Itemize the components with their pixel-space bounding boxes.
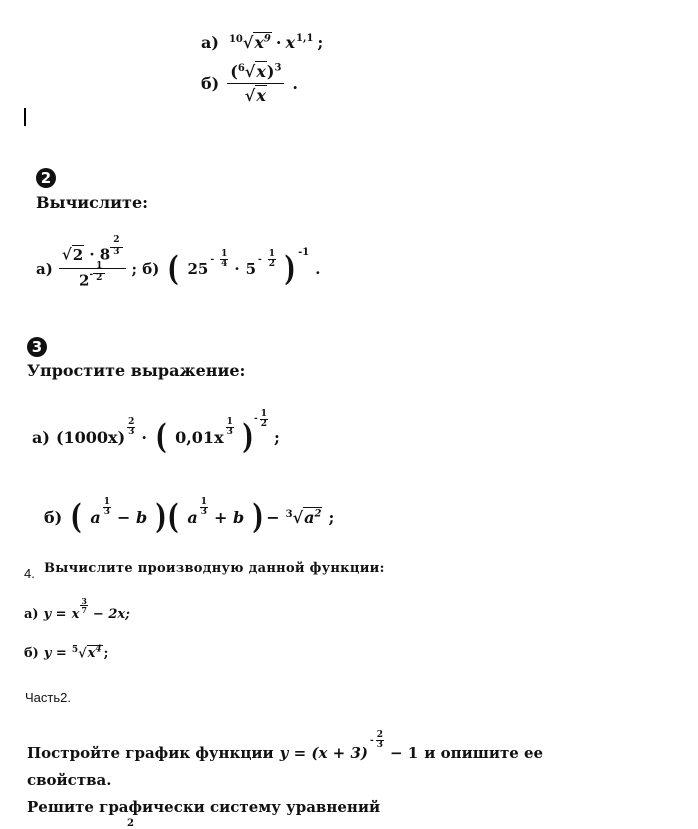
- exp-numerator: 1: [200, 496, 207, 507]
- part2-task1-line2: свойства.: [27, 771, 112, 789]
- radicand: x: [254, 33, 264, 52]
- part2-task1-line1: [27, 730, 544, 762]
- exp-denominator: 2: [96, 273, 103, 283]
- task-title: Вычислите:: [36, 193, 149, 212]
- exp-numerator: 1: [260, 408, 267, 419]
- fraction: √2 · 8 $\frac{2}{3}$ 2- $\frac{1}{2}$: [59, 245, 126, 292]
- variable: a: [90, 507, 101, 527]
- root-index: 3: [285, 508, 293, 520]
- exponent: 1,1: [296, 33, 314, 44]
- exp-denominator: 4: [221, 259, 228, 269]
- punctuation: .: [292, 74, 298, 93]
- item-label: а): [32, 427, 50, 447]
- base: 8: [99, 245, 111, 264]
- exp-denominator: 3: [200, 506, 207, 517]
- variable: a: [187, 507, 198, 527]
- exp-numerator: 2: [376, 730, 384, 740]
- term: + b: [213, 507, 245, 527]
- right-paren: ): [155, 497, 167, 537]
- item-1a: [201, 33, 323, 52]
- item-label: а): [201, 33, 219, 52]
- task4b-expression: б) y = $^5√x^4$ ;: [24, 645, 109, 662]
- task-title: Вычислите производную данной функции:: [44, 561, 385, 576]
- punctuation: .: [315, 259, 321, 278]
- exp-numerator: 1: [268, 249, 276, 259]
- task-number-badge: [27, 337, 47, 357]
- task-number-badge: [36, 168, 56, 188]
- exponent: 4: [95, 645, 102, 655]
- task-number: 2: [40, 169, 52, 187]
- right-paren: ): [242, 417, 254, 457]
- exp-denominator: 3: [376, 740, 384, 750]
- right-paren: ): [284, 248, 296, 289]
- operator: −: [266, 507, 280, 527]
- base: 25: [187, 259, 209, 278]
- separator: ; б): [131, 259, 160, 278]
- exp-denominator: 2: [268, 259, 276, 269]
- base: 5: [245, 259, 257, 278]
- exp-denominator: 3: [128, 426, 135, 437]
- left-paren: (: [167, 248, 180, 289]
- task-number: 3: [31, 338, 43, 356]
- radical-sign: √: [242, 33, 254, 52]
- item-label: а): [24, 607, 39, 622]
- lhs: y =: [43, 607, 67, 622]
- exp-numerator: 1: [226, 416, 233, 427]
- task-text: и опишите ее: [424, 743, 544, 762]
- exp-sign: -: [370, 735, 374, 746]
- dot-operator: ·: [275, 33, 282, 52]
- lhs: y =: [43, 645, 67, 661]
- section-powers-top: [0, 0, 698, 130]
- radicand: x: [256, 86, 266, 105]
- left-paren: (: [70, 497, 82, 537]
- variable: x: [285, 33, 296, 52]
- outer-exponent: -1: [298, 247, 310, 258]
- exp-denominator: 7: [81, 605, 87, 615]
- punctuation: ;: [317, 33, 324, 52]
- term: 0,01x: [175, 427, 224, 447]
- variable: x: [71, 607, 80, 622]
- punctuation: ;: [103, 645, 109, 661]
- exp-sign: -: [253, 414, 258, 424]
- right-paren: ): [252, 497, 264, 537]
- left-paren: (: [167, 497, 179, 537]
- task-title: Упростите выражение:: [27, 361, 246, 380]
- exp-numerator: 3: [81, 596, 87, 606]
- item-label: б): [44, 507, 63, 527]
- task3b-expression: б) ( a $\frac{1}{3}$ − b ) ( a $\frac{1}{3}$ + b ) − $^3√a^2$ ;: [44, 496, 335, 537]
- base: 2: [78, 271, 90, 290]
- radicand: x: [87, 646, 96, 662]
- exp-numerator: 1: [93, 262, 105, 274]
- root-index: 6: [237, 63, 245, 74]
- exp-numerator: 2: [110, 236, 122, 248]
- root-index: 5: [71, 645, 79, 656]
- cut-off-exponent: 2: [127, 818, 134, 829]
- term: − b: [116, 507, 148, 527]
- exp-sign: -: [210, 254, 215, 265]
- exp-sign: -: [258, 254, 262, 265]
- exp-denominator: 3: [113, 247, 120, 257]
- exp-sign: -: [89, 269, 94, 280]
- exp-denominator: 2: [260, 418, 267, 429]
- exp-numerator: 2: [128, 416, 135, 427]
- radicand: x: [256, 62, 266, 81]
- task-text: Постройте график функции: [27, 743, 274, 762]
- exp-denominator: 3: [226, 426, 233, 437]
- exponent: 3: [274, 62, 282, 74]
- item-label: а): [36, 259, 53, 278]
- task4a-expression: [24, 596, 130, 623]
- radicand: a: [304, 507, 315, 527]
- exp-numerator: 1: [103, 496, 110, 507]
- left-paren: (: [155, 417, 167, 457]
- punctuation: ;: [328, 507, 335, 527]
- term: (1000x): [55, 427, 126, 447]
- task3a-expression: а) (1000x) $\frac{2}{3}$ · ( 0,01x $\frac{1}{3}$ ) - $\frac{1}{2}$ ;: [32, 408, 280, 457]
- root-index: 10: [228, 34, 243, 45]
- task-number: 4.: [24, 566, 35, 581]
- part-heading: Часть2.: [25, 690, 71, 705]
- formula: y = (x + 3): [279, 743, 368, 762]
- exp-numerator: 1: [221, 249, 228, 259]
- exponent: 2: [314, 508, 322, 520]
- formula-tail: − 1: [390, 743, 419, 762]
- radicand: 2: [72, 245, 84, 264]
- punctuation: ;: [273, 427, 280, 447]
- exp-denominator: 3: [103, 506, 110, 517]
- item-label: б): [24, 645, 39, 661]
- part2-task2-text: Решите графически систему уравнений: [27, 798, 381, 816]
- text-cursor: [24, 108, 26, 126]
- term: − 2x;: [92, 607, 130, 622]
- fraction: $(^6√x)^3$ √x: [227, 62, 284, 105]
- item-1b: [201, 62, 298, 105]
- exponent: 9: [263, 33, 271, 45]
- task2-expressions: а) √2 · 8 $\frac{2}{3}$ 2- $\frac{1}{2}$ ; б) ( 25 - $\frac{1}{4}$ · 5 - $\frac{1}{2}$ ) -1 .: [36, 245, 320, 292]
- item-label: б): [201, 74, 220, 93]
